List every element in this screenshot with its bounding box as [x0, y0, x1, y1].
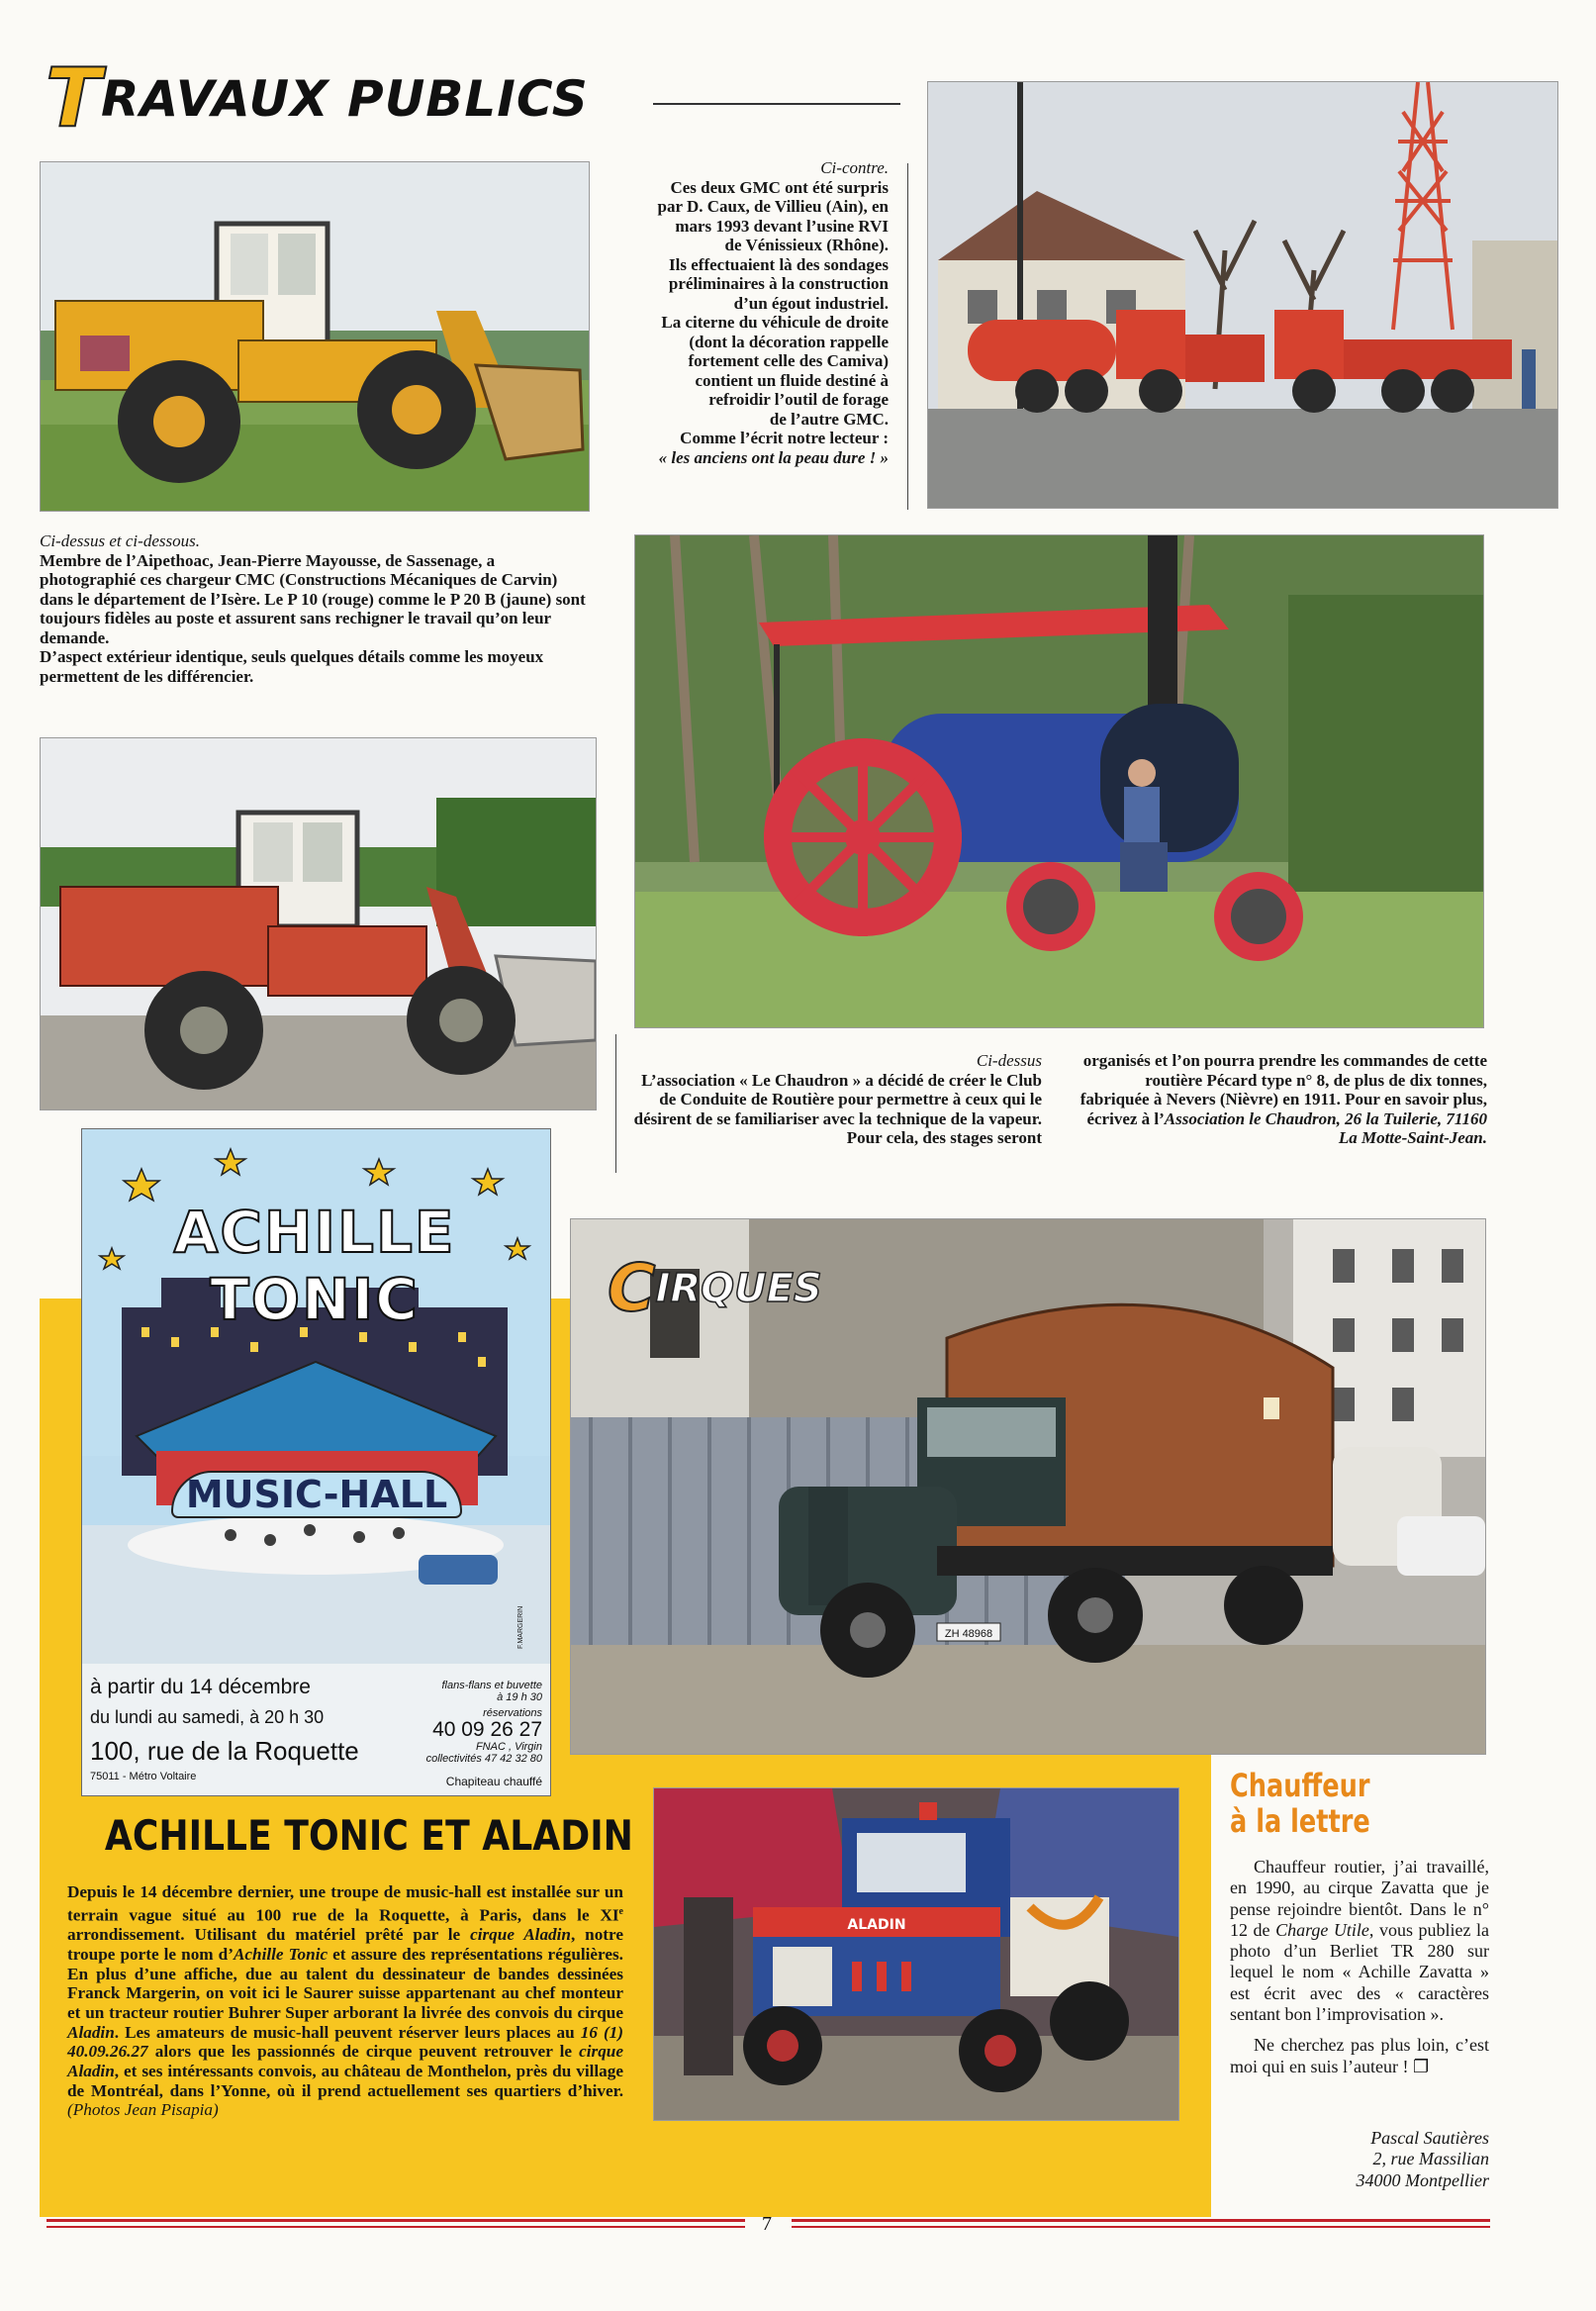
caption-gmc-quote: « les anciens ont la peau dure ! » [658, 447, 889, 467]
poster-phone: 40 09 26 27 [432, 1718, 542, 1741]
caption-gmc-line: La citerne du véhicule de droite [661, 313, 889, 332]
article-sup: e [618, 1905, 623, 1917]
footer-rule-right [792, 2219, 1490, 2228]
poster-days: du lundi au samedi, à 20 h 30 [90, 1707, 325, 1727]
caption-gmc-line: d’un égout industriel. [733, 293, 889, 313]
caption-gmc-line: préliminaires à la construction [668, 274, 889, 293]
poster-fnac: FNAC , Virgin [475, 1741, 542, 1753]
poster-title: ACHILLE TONIC [173, 1199, 456, 1333]
poster-reservations: réservations [483, 1707, 542, 1719]
article-text: , notre troupe porte le nom d’ [67, 1925, 623, 1964]
letter-text: Ne cherchez pas plus loin, c’est moi qui en suis l’auteur ! [1230, 2035, 1489, 2076]
footer-rule-left [47, 2219, 745, 2228]
caption-gmc-line: fortement celle des Camiva) [688, 351, 889, 370]
poster-snacks-line2: à 19 h 30 [497, 1691, 542, 1703]
letter-magazine: Charge Utile [1275, 1919, 1369, 1940]
caption-cmc-text2: D’aspect extérieur identique, seuls quelques détails comme les moyeux permettent de les différencier. [40, 647, 544, 686]
letter-signature-name: Pascal Sautières [1370, 2128, 1489, 2148]
letter-heading-line1: Chauffeur [1230, 1767, 1370, 1804]
poster-tent-sign: MUSIC-HALL [171, 1471, 462, 1518]
caption-chaudron-col2 [1079, 1051, 1487, 1148]
letter-paragraph-2 [1230, 2035, 1489, 2077]
caption-cmc [40, 531, 594, 686]
section-title-travaux-publics [46, 51, 639, 145]
caption-chaudron-address: Association le Chaudron, 26 la Tuilerie, 71160 La Motte-Saint-Jean. [1164, 1108, 1487, 1147]
end-mark-icon: ❐ [1412, 2056, 1430, 2076]
caption-chaudron-text2: organisés et l’on pourra prendre les commandes de cette routière Pécard type n° 8, de plus de dix tonnes, fabriquée à Nevers (Nièvre) en 1911. Pour en savoir plus, écrivez à l’ [1080, 1051, 1487, 1128]
poster-collectivites: collectivités 47 42 32 80 [425, 1753, 542, 1765]
caption-cmc-text: Membre de l’Aipethoac, Jean-Pierre Mayousse, de Sassenage, a photographié ces chargeur CMC (Constructions Mécaniques de Carvin) dans le département de l’Isère. Le P 10 (rouge) comme le P 20 B (jaune) sont toujours fidèles au poste et assurent sans rechigner le travail qu’on leur demande. [40, 550, 586, 647]
photo-aladin-tractor [653, 1787, 1179, 2121]
header-rule [653, 103, 900, 105]
caption-gmc-line: Ils effectuaient là des sondages [669, 254, 889, 274]
letter-body [1230, 1857, 1489, 2077]
caption-gmc-line: de l’autre GMC. [769, 409, 889, 429]
letter-heading [1230, 1768, 1467, 1839]
poster-snacks-line1: flans-flans et buvette [441, 1680, 542, 1691]
article-aladin: cirque Aladin [470, 1925, 571, 1945]
article-heading: ACHILLE TONIC ET ALADIN [104, 1811, 633, 1860]
cirques-initial: C [608, 1250, 656, 1326]
caption-cmc-lead: Ci-dessus et ci-dessous. [40, 531, 200, 550]
letter-signature [1230, 2128, 1489, 2191]
article-text: et assure des représentations régulières. En plus d’une affiche, due au talent du dessinateur de bandes dessinées Franck Margerin, on voit ici le Saurer suisse appartenant au chef monteur et un tracteur routier Buhrer Super arborant la livrée des convois du cirque [67, 1944, 623, 2022]
article-body [67, 1882, 623, 2120]
caption-chaudron-lead: Ci-dessus [976, 1051, 1042, 1070]
truck-plate-text: ZH 48968 [944, 1628, 993, 1640]
photo-yellow-loader [40, 161, 590, 512]
cirques-rest: IRQUES [655, 1266, 822, 1311]
letter-heading-line2: à la lettre [1230, 1802, 1370, 1840]
poster-heated-tent: Chapiteau chauffé [445, 1775, 542, 1788]
letter-text: , vous publiez la photo d’un Berliet TR 280 sur lequel le nom « Achille Zavatta » est écrit avec des « caractères sentant bon l’improvisation ». [1230, 1919, 1489, 2025]
caption-gmc-line: Comme l’écrit notre lecteur : [680, 429, 889, 447]
article-photo-credit: (Photos Jean Pisapia) [67, 2100, 219, 2120]
title-initial: T [46, 51, 101, 145]
photo-red-loader [40, 737, 597, 1110]
caption-gmc-line: (dont la décoration rappelle [689, 332, 889, 351]
aladin-hood-text: ALADIN [847, 1917, 906, 1933]
caption-gmc-rule [907, 163, 908, 510]
article-phone: 16 (1) 40.09.26.27 [67, 2022, 623, 2062]
caption-gmc-line: refroidir l’outil de forage [708, 390, 889, 409]
caption-gmc-line: de Vénissieux (Rhône). [724, 236, 889, 254]
caption-gmc-line: contient un fluide destiné à [695, 370, 889, 390]
article-aladin: Aladin [67, 2022, 115, 2042]
poster-metro: 75011 - Métro Voltaire [90, 1771, 197, 1782]
article-achille: Achille Tonic [233, 1944, 329, 1964]
poster-date: à partir du 14 décembre [90, 1676, 311, 1698]
poster-snacks [379, 1680, 542, 1765]
caption-gmc [609, 158, 889, 467]
article-text: , et ses intéressants convois, au château de Monthelon, près du village de Montréal, dans l’Yonne, où il prend actuellement ses quartiers d’hiver. [67, 2062, 623, 2100]
letter-text: Chauffeur routier, j’ai travaillé, en 1990, au cirque Zavatta que je pense rejoindre bientôt. Dans le n° 12 de [1230, 1857, 1489, 1940]
section-title-cirques [608, 1250, 924, 1326]
article-aladin: cirque Aladin [67, 2042, 623, 2081]
article-text: Depuis le 14 décembre dernier, une troupe de music-hall est installée sur un terrain vague situé au 100 rue de la Roquette, à Paris, dans le XI [67, 1882, 623, 1925]
poster-address: 100, rue de la Roquette [90, 1736, 359, 1766]
caption-gmc-line: Ces deux GMC ont été surpris [670, 177, 889, 197]
article-text: arrondissement. Utilisant du matériel prêté par le [67, 1925, 471, 1945]
photo-steam-traction-engine [634, 534, 1484, 1028]
letter-signature-city: 34000 Montpellier [1356, 2169, 1489, 2190]
title-rest: RAVAUX PUBLICS [100, 70, 589, 128]
caption-chaudron-text1: L’association « Le Chaudron » a décidé de créer le Club de Conduite de Routière pour permettre à ceux qui le désirent de se familiariser avec la technique de la vapeur. Pour cela, des stages seront [633, 1070, 1042, 1147]
article-text: . Les amateurs de music-hall peuvent réserver leurs places au [114, 2022, 581, 2042]
letter-paragraph-1 [1230, 1857, 1489, 2025]
poster-artist-signature: F.MARGERIN [517, 1605, 524, 1649]
page-number: 7 [762, 2213, 772, 2235]
article-text: alors que les passionnés de cirque peuvent retrouver le [147, 2042, 580, 2062]
caption-gmc-line: mars 1993 devant l’usine RVI [675, 216, 889, 236]
caption-chaudron-rule [615, 1034, 616, 1173]
letter-signature-street: 2, rue Massilian [1372, 2149, 1489, 2169]
caption-chaudron-col1 [633, 1051, 1042, 1148]
achille-tonic-poster [81, 1128, 551, 1796]
caption-gmc-lead: Ci-contre. [820, 158, 889, 177]
photo-gmc-trucks [927, 81, 1558, 509]
caption-gmc-line: par D. Caux, de Villieu (Ain), en [657, 197, 889, 216]
